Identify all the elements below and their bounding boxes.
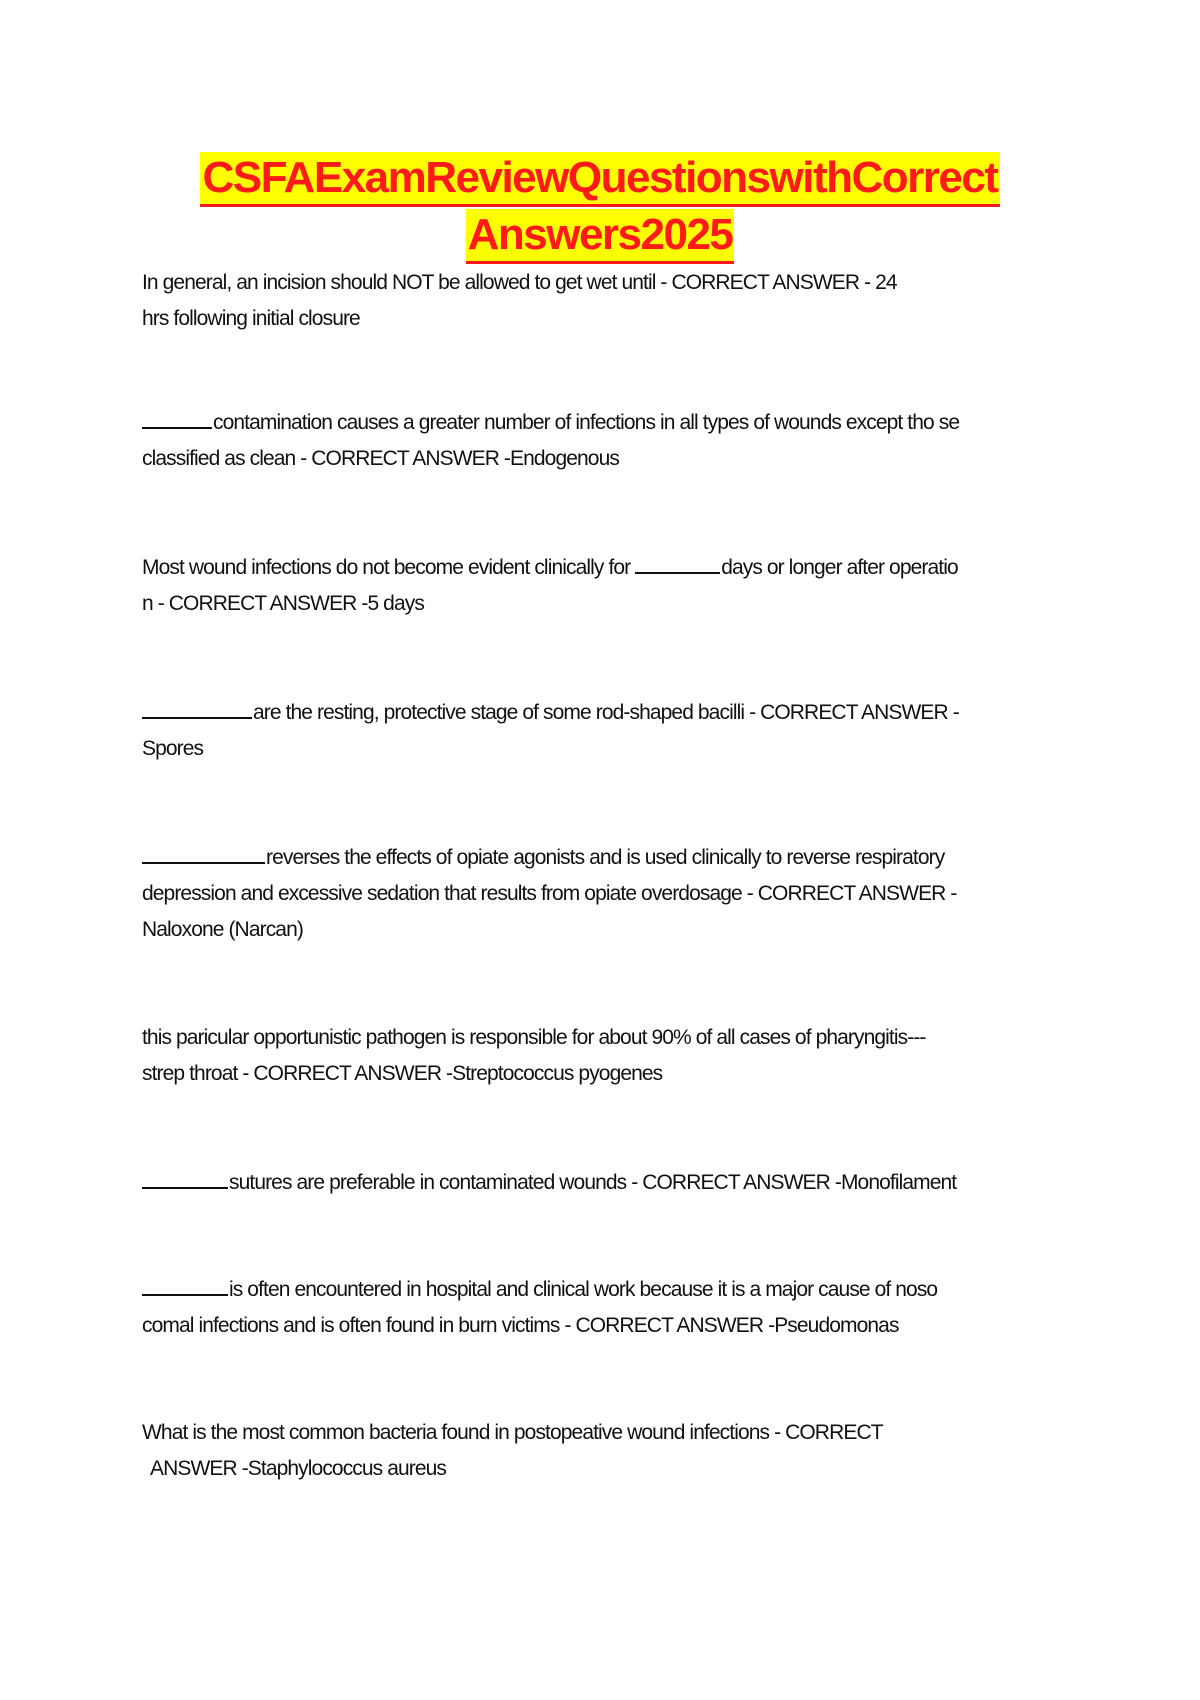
question-4-line-1: are the resting, protective stage of some rod-shaped bacilli - CORRECT ANSWER - [253, 701, 959, 724]
fill-in-blank [142, 1167, 228, 1189]
question-4-line-2: Spores [142, 737, 204, 760]
question-1-line-2: hrs following initial closure [142, 307, 360, 330]
question-5-line-2: depression and excessive sedation that results from opiate overdosage - CORRECT ANSWER - [142, 882, 957, 905]
question-item-8 [142, 1272, 1062, 1344]
question-5-line-1: reverses the effects of opiate agonists and is used clinically to reverse respiratory [266, 846, 945, 869]
question-7-line-1: sutures are preferable in contaminated wounds - CORRECT ANSWER -Monofilament [229, 1171, 957, 1194]
question-3-line-1-start: Most wound infections do not become evident clinically for [142, 556, 636, 579]
fill-in-blank [142, 697, 252, 719]
question-item-2 [142, 405, 1062, 477]
question-item-5 [142, 840, 1062, 948]
question-1-line-1: In general, an incision should NOT be allowed to get wet until - CORRECT ANSWER - 24 [142, 271, 897, 294]
question-2-line-1: contamination causes a greater number of infections in all types of wounds except tho se [213, 411, 960, 434]
question-item-7 [142, 1165, 1062, 1201]
fill-in-blank [635, 552, 720, 574]
question-3-line-1-end: days or longer after operatio [721, 556, 958, 579]
question-6-line-2: strep throat - CORRECT ANSWER -Streptococcus pyogenes [142, 1062, 663, 1085]
fill-in-blank [142, 1274, 228, 1296]
question-3-line-2: n - CORRECT ANSWER -5 days [142, 592, 424, 615]
fill-in-blank [142, 407, 212, 429]
question-8-line-2: comal infections and is often found in burn victims - CORRECT ANSWER -Pseudomonas [142, 1314, 899, 1337]
question-item-6 [142, 1020, 1062, 1092]
fill-in-blank [142, 842, 265, 864]
question-item-4 [142, 695, 1062, 767]
question-item-1 [142, 265, 1062, 337]
question-item-9 [142, 1415, 1062, 1487]
question-9-line-2: ANSWER -Staphylococcus aureus [150, 1457, 447, 1480]
question-item-3 [142, 550, 1062, 622]
question-5-line-3: Naloxone (Narcan) [142, 918, 303, 941]
question-9-line-1: What is the most common bacteria found in postopeative wound infections - CORRECT [142, 1421, 883, 1444]
question-6-line-1: this paricular opportunistic pathogen is responsible for about 90% of all cases of pharyngitis--- [142, 1026, 926, 1049]
title-line-1: CSFAExamReviewQuestionswithCorrect [200, 152, 999, 207]
document-title [120, 152, 1080, 264]
question-8-line-1: is often encountered in hospital and clinical work because it is a major cause of noso [229, 1278, 938, 1301]
title-line-2: Answers2025 [466, 209, 735, 264]
question-2-line-2: classified as clean - CORRECT ANSWER -Endogenous [142, 447, 619, 470]
